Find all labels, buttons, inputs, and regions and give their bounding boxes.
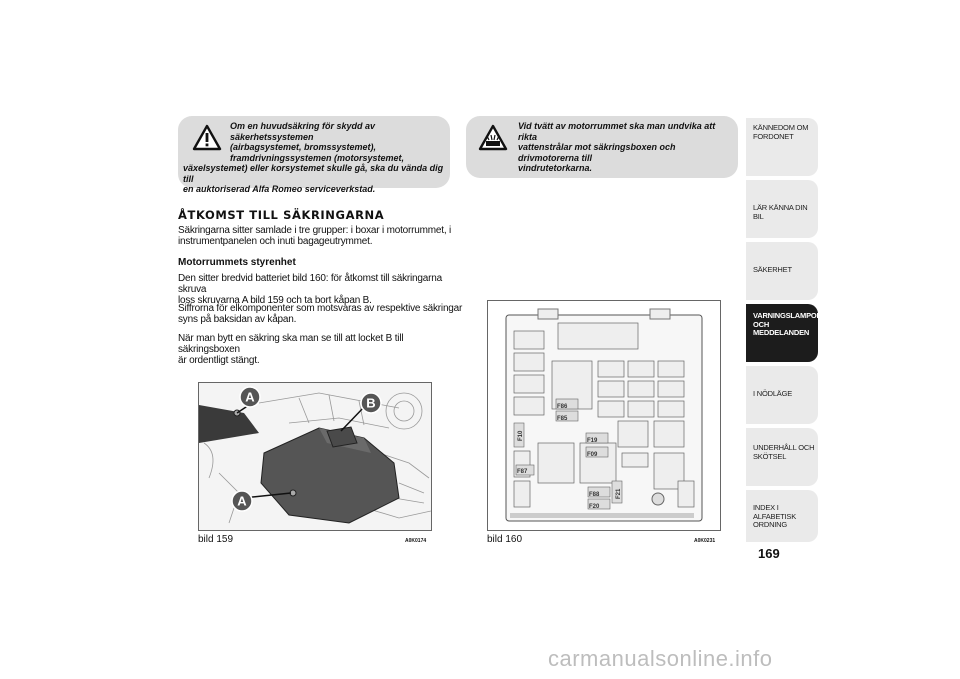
tab-label: MEDDELANDEN <box>753 328 810 337</box>
label-a-top: A <box>245 389 255 405</box>
tab-label: ORDNING <box>753 520 788 529</box>
tab-label: FORDONET <box>753 131 794 141</box>
fuse-label: F20 <box>589 504 600 510</box>
tab-label: LÄR KÄNNA DIN BIL <box>753 203 808 221</box>
fuse-label: F88 <box>589 492 600 498</box>
text-line: Säkringarna sitter samlade i tre grupper: i boxar i motorrummet, i <box>178 225 452 236</box>
text-line: loss skruvarna A bild 159 och ta bort kåpan B. <box>178 295 372 306</box>
fuse-label: F09 <box>587 452 598 458</box>
sidebar-tab-sakerhet[interactable] <box>746 242 818 300</box>
paragraph <box>178 225 463 247</box>
text-line: syns på baksidan av kåpan. <box>178 314 297 325</box>
engine-wash-warning-icon <box>478 124 508 151</box>
figure-159-image <box>198 382 432 531</box>
paragraph <box>178 333 463 366</box>
tab-label: I NÖDLÄGE <box>753 389 793 398</box>
sidebar-tab-nodlage[interactable] <box>746 366 818 424</box>
fusebox-cover-illustration <box>199 383 431 530</box>
sidebar-tab-kannedom[interactable] <box>746 118 818 176</box>
warning-line: vindrutetorkarna. <box>518 163 593 173</box>
sidebar-tab-varningslampor[interactable] <box>746 304 822 362</box>
text-line: Siffrorna för elkomponenter som motsvaras av respektive säkringar <box>178 303 463 314</box>
warning-line: (airbagsystemet, bromssystemet), <box>230 142 377 152</box>
label-a-bottom: A <box>237 493 247 509</box>
text-line: Den sitter bredvid batteriet bild 160: för åtkomst till säkringarna skruva <box>178 273 442 295</box>
warning-box-washing <box>466 116 738 178</box>
tab-label: VARNINGSLAMPOR <box>753 311 822 320</box>
tab-label: UNDERHÅLL OCH <box>753 443 815 452</box>
tab-label: KÄNNEDOM OM <box>753 123 809 132</box>
paragraph <box>178 273 463 306</box>
warning-line: Om en huvudsäkring för skydd av säkerhetssystemen <box>230 121 376 142</box>
text-line: är ordentligt stängt. <box>178 355 260 366</box>
fuse-label: F87 <box>517 469 528 475</box>
tab-label: SKÖTSEL <box>753 451 787 461</box>
tab-label: OCH <box>753 319 770 329</box>
tab-label: INDEX I ALFABETISK <box>753 503 797 521</box>
fuse-label: F86 <box>557 404 568 410</box>
fuse-label: F85 <box>557 416 568 422</box>
figure-159-caption: bild 159 <box>198 534 234 545</box>
sidebar-tab-index[interactable] <box>746 490 818 542</box>
warning-line: växelsystemet) eller korsystemet skulle gå, ska du vända dig till <box>183 163 444 184</box>
fuse-label: F21 <box>616 488 622 499</box>
text-line: instrumentpanelen och inuti bagageutrymmet. <box>178 236 373 247</box>
subsection-title: Motorrummets styrenhet <box>178 257 296 268</box>
page-number: 169 <box>758 546 780 561</box>
figure-160-image <box>487 300 721 531</box>
warning-box-airbag <box>178 116 450 194</box>
warning-text <box>518 121 733 174</box>
warning-line: framdrivningssystemen (motorsystemet, <box>230 152 405 163</box>
figure-160-code: A0K0231 <box>694 538 716 544</box>
label-b: B <box>366 395 376 411</box>
warning-line: vattenstrålar mot säkringsboxen och drivmotorerna till <box>518 142 676 163</box>
watermark: carmanualsonline.info <box>548 646 773 671</box>
figure-159-code: A0K0174 <box>405 538 427 544</box>
section-title: ÅTKOMST TILL SÄKRINGARNA <box>178 208 385 222</box>
fusebox-layout-diagram <box>488 301 720 530</box>
sidebar-tab-lar-kanna[interactable] <box>746 180 818 238</box>
fuse-label: F19 <box>587 438 598 444</box>
fuse-label: F10 <box>518 430 524 441</box>
tab-label: SÄKERHET <box>753 265 792 274</box>
sidebar-tab-underhall[interactable] <box>746 428 818 486</box>
warning-line: Vid tvätt av motorrummet ska man undvika att rikta <box>518 121 716 142</box>
warning-text <box>178 121 448 195</box>
text-line: När man bytt en säkring ska man se till att locket B till säkringsboxen <box>178 333 404 355</box>
paragraph <box>178 303 463 325</box>
figure-160-caption: bild 160 <box>487 534 523 545</box>
warning-line: en auktoriserad Alfa Romeo serviceverkstad. <box>183 184 376 194</box>
